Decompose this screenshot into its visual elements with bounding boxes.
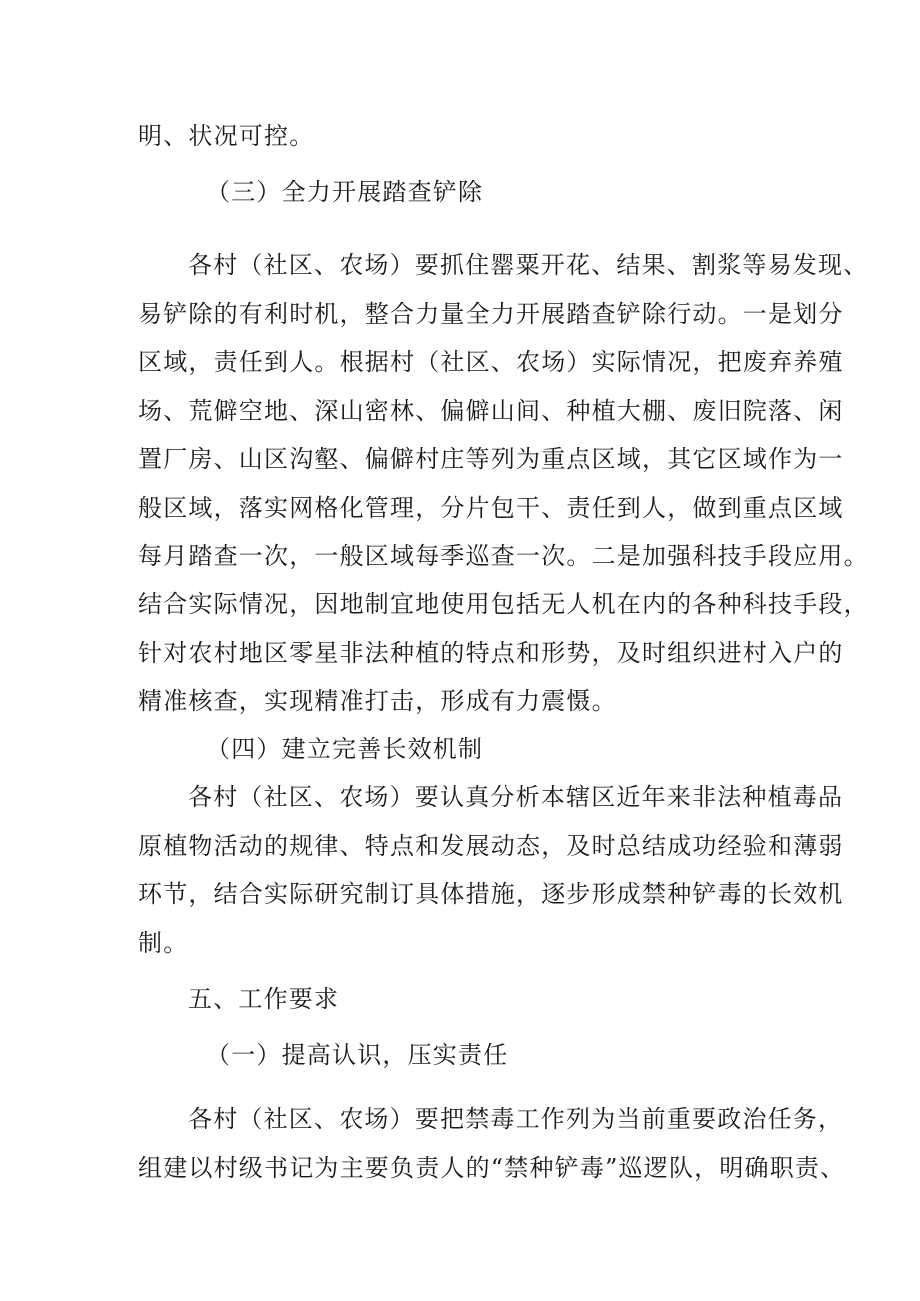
paragraph-line: 各村（社区、农场）要认真分析本辖区近年来非法种植毒品: [188, 783, 844, 811]
paragraph-line: 结合实际情况，因地制宜地使用包括无人机在内的各种科技手段，: [138, 590, 869, 618]
paragraph-line-tail: 明、状况可控。: [138, 122, 315, 150]
paragraph-line: 置厂房、山区沟壑、偏僻村庄等列为重点区域，其它区域作为一: [138, 445, 844, 473]
paragraph-line: 各村（社区、农场）要抓住罂粟开花、结果、割浆等易发现、: [188, 251, 869, 279]
chapter-heading-5: 五、工作要求: [188, 985, 340, 1013]
paragraph-line-tail: 制。: [138, 929, 189, 957]
section-heading-4: （四）建立完善长效机制: [206, 735, 484, 763]
paragraph-line: 场、荒僻空地、深山密林、偏僻山间、种植大棚、废旧院落、闲: [138, 397, 844, 425]
paragraph-line: 针对农村地区零星非法种植的特点和形势，及时组织进村入户的: [138, 639, 844, 667]
paragraph-line: 环节，结合实际研究制订具体措施，逐步形成禁种铲毒的长效机: [138, 880, 844, 908]
paragraph-line: 每月踏查一次，一般区域每季巡查一次。二是加强科技手段应用。: [138, 542, 869, 570]
paragraph-line-tail: 精准核查，实现精准打击，形成有力震慑。: [138, 687, 617, 715]
paragraph-line: 组建以村级书记为主要负责人的“禁种铲毒”巡逻队，明确职责、: [138, 1154, 846, 1182]
section-heading-3: （三）全力开展踏查铲除: [206, 178, 484, 206]
paragraph-line: 原植物活动的规律、特点和发展动态，及时总结成功经验和薄弱: [138, 832, 844, 860]
paragraph-line: 各村（社区、农场）要把禁毒工作列为当前重要政治任务，: [188, 1105, 844, 1133]
section-heading-1: （一）提高认识，压实责任: [206, 1041, 509, 1069]
paragraph-line: 区域，责任到人。根据村（社区、农场）实际情况，把废弃养殖: [138, 348, 844, 376]
paragraph-line: 易铲除的有利时机，整合力量全力开展踏查铲除行动。一是划分: [138, 300, 844, 328]
paragraph-line: 般区域，落实网格化管理，分片包干、责任到人，做到重点区域: [138, 494, 844, 522]
